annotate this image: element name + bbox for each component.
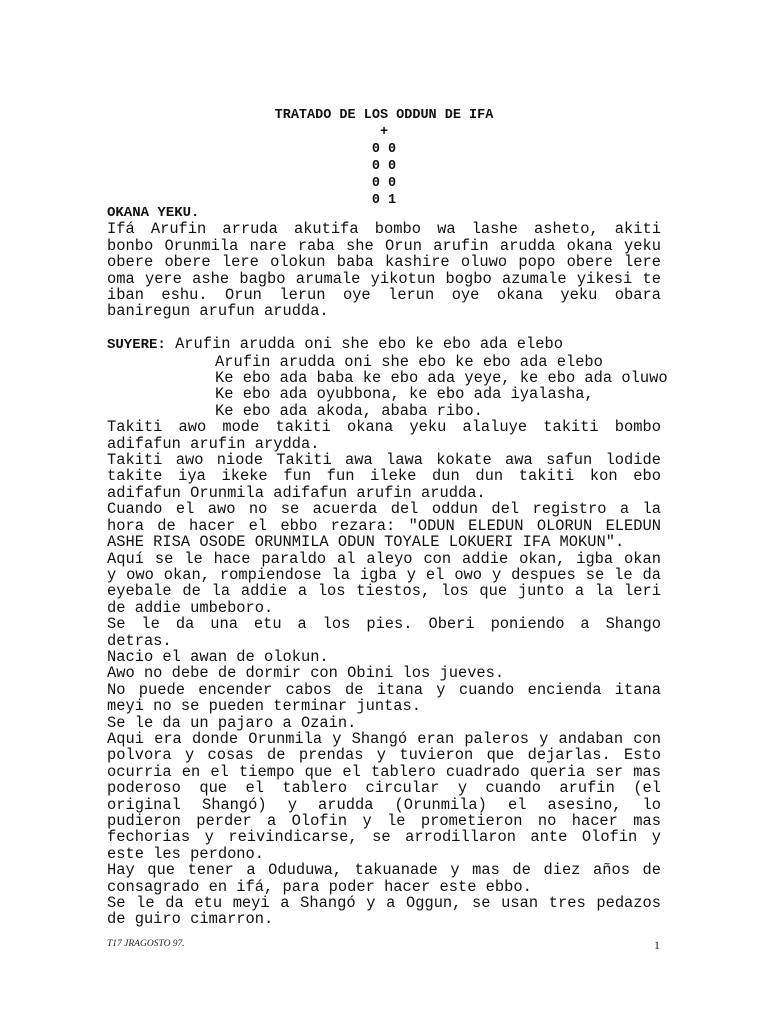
spacer <box>107 320 661 336</box>
paragraph-3: Cuando el awo no se acuerda del oddun del registro a la hora de hacer el ebbo rezara: "ODUN ELEDUN OLORUN ELEDUN ASHE RISA OSODE ORUNMILA ODUN TOYALE LOKUERI IFA MOKUN". <box>107 500 661 552</box>
odu-sign-row-3: 0 0 <box>371 176 397 191</box>
footer-code: T17 JRAGOSTO 97. <box>107 939 185 949</box>
paragraph-10: Aqui era donde Orunmila y Shangó eran paleros y andaban con polvora y cosas de prendas y tuvieron que dejarlas. Esto ocurria en el tiempo que el tablero cuadrado queria ser mas poderoso que el tablero circular y cuando arufin (el original Shangó) y arudda (Orunmila) el asesino, lo pudieron perder a Olofin y le prometieron no hacer mas fechorias y reivindicarse, se arrodillaron ante Olofin y este les perdono. <box>107 729 661 863</box>
suyere-line-2: Arufin arudda oni she ebo ke ebo ada elebo <box>215 352 603 371</box>
body-text <box>107 205 668 929</box>
paragraph-1: Takiti awo mode takiti okana yeku alaluye takiti bombo adifafun arufin arydda. <box>107 418 661 453</box>
paragraph-2: Takiti awo niode Takiti awa lawa kokate awa safun lodide takite iya ikeke fun fun ileke dun dun takiti kon ebo adifafun Orunmila adifafun arufin arudda. <box>107 451 661 502</box>
suyere-line-5: Ke ebo ada akoda, ababa ribo. <box>215 401 483 420</box>
document-title: TRATADO DE LOS ODDUN DE IFA <box>274 108 494 123</box>
suyere-line-3: Ke ebo ada baba ke ebo ada yeye, ke ebo ada oluwo <box>215 369 668 388</box>
paragraph-5: Se le da una etu a los pies. Oberi poniendo a Shango detras. <box>107 615 661 650</box>
paragraph-8: No puede encender cabos de itana y cuando encienda itana meyi no se pueden terminar juntas. <box>107 680 661 716</box>
paragraph-4: Aquí se le hace paraldo al aleyo con addie okan, igba okan y owo okan, rompiendose la igba y el owo y despues se le da eyebale de la addie a los tiestos, los que junto a la leri de addie umbeboro. <box>107 549 661 617</box>
paragraph-7: Awo no debe de dormir con Obini los jueves. <box>107 664 505 683</box>
suyere-line-4: Ke ebo ada oyubbona, ke ebo ada iyalasha, <box>215 385 594 404</box>
paragraph-12: Se le da etu meyi a Shangó y a Oggun, se usan tres pedazos de guiro cimarron. <box>107 894 661 929</box>
intro-paragraph: Ifá Arufin arruda akutifa bombo wa lashe asheto, akiti bonbo Orunmila nare raba she Orun arufin arudda okana yeku obere obere lere olokun baba kashire oluwo popo obere lere oma yere ashe bagbo arumale yikotun bogbo azumale yikesi te iban eshu. Orun lerun oye lerun oye okana yeku obara baniregun arufun arudda. <box>107 220 661 321</box>
paragraph-9: Se le da un pajaro a Ozain. <box>107 713 357 732</box>
paragraph-6: Nacio el awan de olokun. <box>107 647 329 666</box>
paragraph-11: Hay que tener a Oduduwa, takuanade y mas de diez años de consagrado en ifá, para poder hacer este ebbo. <box>107 861 661 896</box>
title-block <box>0 107 768 209</box>
odu-sign-row-4: 0 1 <box>371 193 397 208</box>
title-mark: + <box>379 125 389 140</box>
suyere-label: SUYERE: <box>107 337 166 354</box>
suyere-first-line <box>107 336 661 353</box>
odu-sign-row-2: 0 0 <box>371 159 397 174</box>
odu-sign-row-1: 0 0 <box>371 142 397 157</box>
page-number: 1 <box>654 938 660 952</box>
section-heading: OKANA YEKU. <box>107 205 200 221</box>
suyere-line-1: Arufin arudda oni she ebo ke ebo ada elebo <box>175 335 563 354</box>
